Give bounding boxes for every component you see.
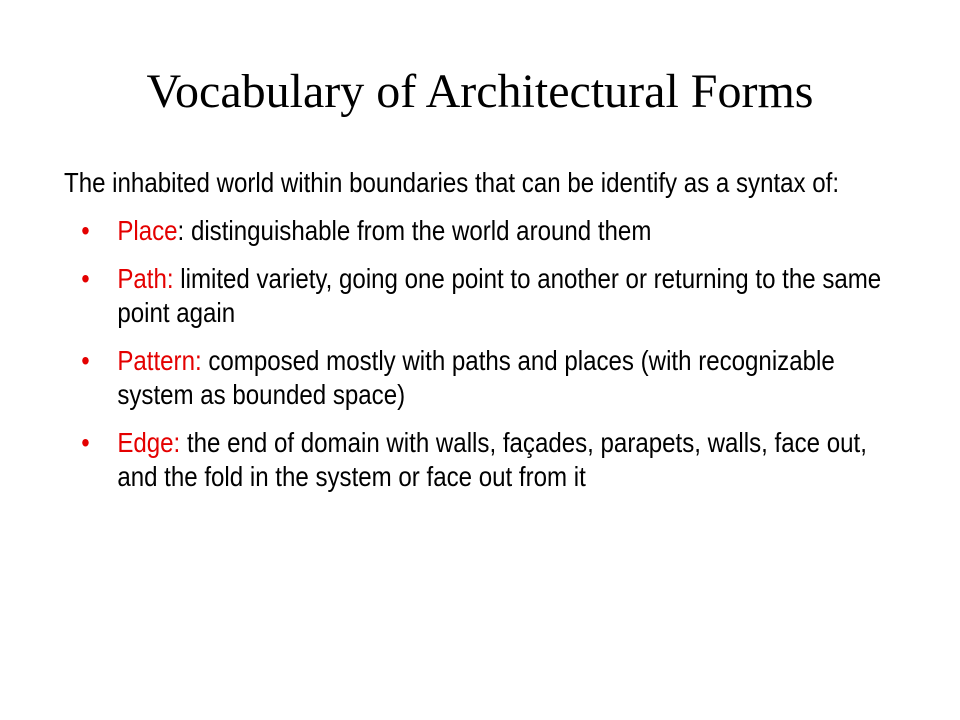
list-item-pattern <box>64 344 890 412</box>
definition-edge: the end of domain with walls, façades, parapets, walls, face out, and the fold in the system or face out from it <box>117 427 867 492</box>
list-item-place <box>64 214 890 248</box>
bullet-icon: • <box>81 345 90 376</box>
bullet-icon: • <box>81 215 90 246</box>
slide-body <box>64 166 890 508</box>
term-pattern: Pattern: <box>117 345 202 376</box>
slide-title: Vocabulary of Architectural Forms <box>146 65 814 118</box>
term-edge: Edge: <box>117 427 181 458</box>
term-path: Path: <box>117 263 174 294</box>
bullet-icon: • <box>81 263 90 294</box>
term-place: Place <box>117 215 178 246</box>
definition-place: : distinguishable from the world around them <box>177 215 652 246</box>
intro-text: The inhabited world within boundaries that can be identify as a syntax of: <box>64 167 840 198</box>
bullet-icon: • <box>81 427 90 458</box>
definition-pattern: composed mostly with paths and places (with recognizable system as bounded space) <box>117 345 835 410</box>
list-item-edge <box>64 426 890 494</box>
list-item-path <box>64 262 890 330</box>
definition-path: limited variety, going one point to another or returning to the same point again <box>117 263 882 328</box>
